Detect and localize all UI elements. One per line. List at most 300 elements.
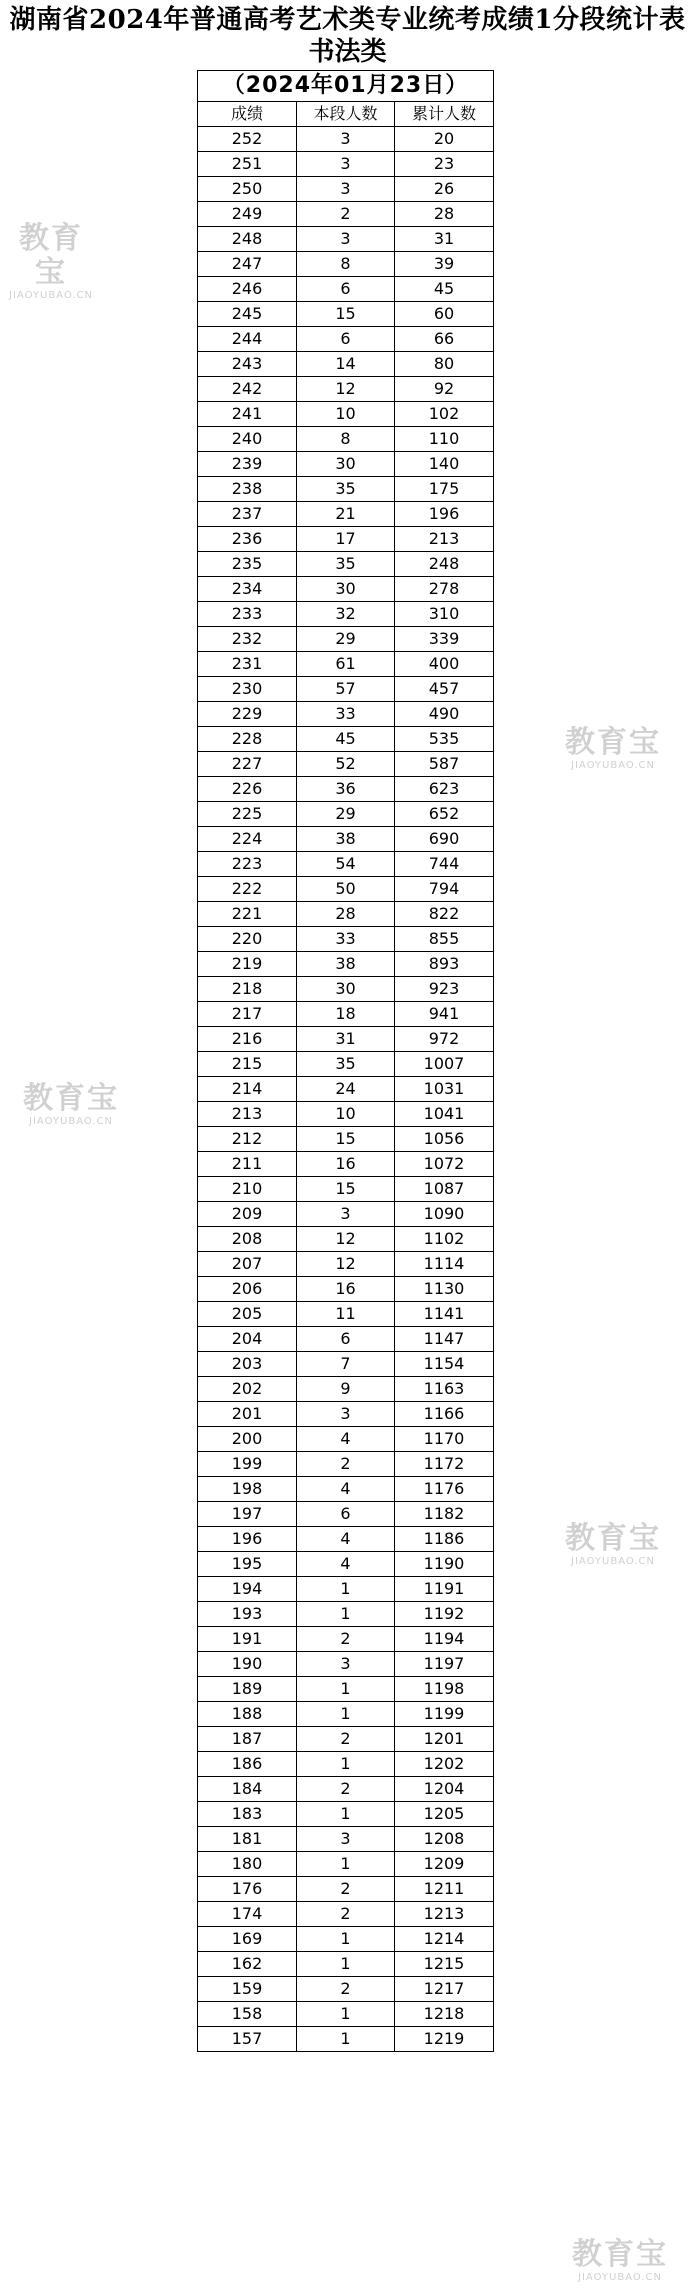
cumulative-count-cell: 1007 [395,1052,494,1077]
cumulative-count-cell: 1199 [395,1702,494,1727]
cumulative-count-cell: 1219 [395,2027,494,2052]
score-cell: 157 [198,2027,297,2052]
table-row [198,1152,494,1177]
cumulative-count-cell: 1141 [395,1302,494,1327]
segment-count-cell: 12 [297,1227,395,1252]
segment-count-cell: 1 [297,1602,395,1627]
segment-count-cell: 15 [297,1127,395,1152]
cumulative-count-cell: 1056 [395,1127,494,1152]
table-row [198,1902,494,1927]
table-row [198,227,494,252]
score-cell: 176 [198,1877,297,1902]
score-cell: 186 [198,1752,297,1777]
cumulative-count-cell: 1072 [395,1152,494,1177]
score-cell: 224 [198,827,297,852]
segment-count-cell: 8 [297,252,395,277]
cumulative-count-cell: 196 [395,502,494,527]
cumulative-count-cell: 1031 [395,1077,494,1102]
score-cell: 199 [198,1452,297,1477]
segment-count-cell: 30 [297,977,395,1002]
segment-count-cell: 1 [297,1702,395,1727]
score-cell: 233 [198,602,297,627]
score-cell: 248 [198,227,297,252]
cumulative-count-cell: 28 [395,202,494,227]
table-row [198,802,494,827]
table-row [198,502,494,527]
score-cell: 229 [198,702,297,727]
score-cell: 169 [198,1927,297,1952]
cumulative-count-cell: 1172 [395,1452,494,1477]
score-cell: 222 [198,877,297,902]
table-row [198,1052,494,1077]
cumulative-count-cell: 1186 [395,1527,494,1552]
segment-count-cell: 31 [297,1027,395,1052]
segment-count-cell: 33 [297,927,395,952]
segment-count-cell: 6 [297,1502,395,1527]
score-cell: 252 [198,127,297,152]
cumulative-count-cell: 1176 [395,1477,494,1502]
segment-count-cell: 10 [297,402,395,427]
score-cell: 196 [198,1527,297,1552]
table-row [198,1177,494,1202]
score-cell: 193 [198,1602,297,1627]
score-cell: 221 [198,902,297,927]
segment-count-cell: 18 [297,1002,395,1027]
score-cell: 201 [198,1402,297,1427]
cumulative-count-cell: 1041 [395,1102,494,1127]
segment-count-cell: 9 [297,1377,395,1402]
cumulative-count-cell: 744 [395,852,494,877]
table-row [198,1852,494,1877]
score-cell: 190 [198,1652,297,1677]
score-cell: 209 [198,1202,297,1227]
segment-count-cell: 8 [297,427,395,452]
cumulative-count-cell: 23 [395,152,494,177]
table-row [198,1977,494,2002]
cumulative-count-cell: 1213 [395,1902,494,1927]
watermark-logo: 教育宝 [23,1081,119,1116]
segment-count-cell: 4 [297,1552,395,1577]
segment-count-cell: 6 [297,277,395,302]
cumulative-count-cell: 855 [395,927,494,952]
segment-count-cell: 16 [297,1152,395,1177]
segment-count-cell: 4 [297,1477,395,1502]
segment-count-cell: 1 [297,1577,395,1602]
cumulative-count-cell: 102 [395,402,494,427]
score-cell: 200 [198,1427,297,1452]
table-row [198,1352,494,1377]
table-row [198,252,494,277]
watermark-left-2 [6,1082,136,1128]
header-row [198,102,494,127]
score-cell: 212 [198,1127,297,1152]
cumulative-count-cell: 1114 [395,1252,494,1277]
table-row [198,977,494,1002]
cumulative-count-cell: 66 [395,327,494,352]
cumulative-count-cell: 535 [395,727,494,752]
cumulative-count-cell: 1197 [395,1652,494,1677]
segment-count-cell: 1 [297,1927,395,1952]
cumulative-count-cell: 690 [395,827,494,852]
score-cell: 159 [198,1977,297,2002]
table-row [198,302,494,327]
score-cell: 218 [198,977,297,1002]
score-cell: 234 [198,577,297,602]
table-row [198,1202,494,1227]
cumulative-count-cell: 1201 [395,1727,494,1752]
table-row [198,1027,494,1052]
cumulative-count-cell: 1217 [395,1977,494,2002]
cumulative-count-cell: 1211 [395,1877,494,1902]
segment-count-cell: 3 [297,1202,395,1227]
score-cell: 243 [198,352,297,377]
cumulative-count-cell: 1190 [395,1552,494,1577]
score-cell: 219 [198,952,297,977]
cumulative-count-cell: 339 [395,627,494,652]
score-cell: 211 [198,1152,297,1177]
score-cell: 227 [198,752,297,777]
date-cell: （2024年01月23日） [198,71,494,102]
score-cell: 225 [198,802,297,827]
cumulative-count-cell: 1208 [395,1827,494,1852]
score-cell: 231 [198,652,297,677]
table-row [198,1702,494,1727]
segment-count-cell: 3 [297,1827,395,1852]
segment-count-cell: 1 [297,2027,395,2052]
segment-count-cell: 1 [297,1752,395,1777]
score-cell: 246 [198,277,297,302]
segment-count-cell: 30 [297,577,395,602]
header-cumulative-count: 累计人数 [395,102,494,127]
header-segment-count: 本段人数 [297,102,395,127]
cumulative-count-cell: 1214 [395,1927,494,1952]
segment-count-cell: 3 [297,127,395,152]
segment-count-cell: 2 [297,1902,395,1927]
score-cell: 184 [198,1777,297,1802]
segment-count-cell: 14 [297,352,395,377]
cumulative-count-cell: 39 [395,252,494,277]
cumulative-count-cell: 893 [395,952,494,977]
table-row [198,1652,494,1677]
header-score: 成绩 [198,102,297,127]
table-row [198,1377,494,1402]
table-row [198,852,494,877]
score-cell: 247 [198,252,297,277]
score-cell: 205 [198,1302,297,1327]
score-cell: 226 [198,777,297,802]
watermark-domain: JIAOYUBAO.CN [571,1556,655,1567]
cumulative-count-cell: 1147 [395,1327,494,1352]
cumulative-count-cell: 1087 [395,1177,494,1202]
watermark-logo: 教育宝 [565,725,661,760]
cumulative-count-cell: 1090 [395,1202,494,1227]
cumulative-count-cell: 1218 [395,2002,494,2027]
table-row [198,1452,494,1477]
table-row [198,1777,494,1802]
cumulative-count-cell: 1163 [395,1377,494,1402]
segment-count-cell: 17 [297,527,395,552]
segment-count-cell: 33 [297,702,395,727]
cumulative-count-cell: 941 [395,1002,494,1027]
segment-count-cell: 54 [297,852,395,877]
table-row [198,1252,494,1277]
cumulative-count-cell: 20 [395,127,494,152]
table-row [198,477,494,502]
watermark-logo: 教育宝 [19,221,83,290]
segment-count-cell: 61 [297,652,395,677]
table-row [198,1227,494,1252]
cumulative-count-cell: 1215 [395,1952,494,1977]
table-row [198,777,494,802]
score-cell: 236 [198,527,297,552]
table-row [198,1327,494,1352]
score-cell: 249 [198,202,297,227]
cumulative-count-cell: 1191 [395,1577,494,1602]
cumulative-count-cell: 1170 [395,1427,494,1452]
score-cell: 250 [198,177,297,202]
segment-count-cell: 1 [297,2002,395,2027]
table-row [198,1402,494,1427]
watermark-left-1 [6,222,96,302]
segment-count-cell: 29 [297,802,395,827]
segment-count-cell: 2 [297,1627,395,1652]
score-cell: 235 [198,552,297,577]
table-row [198,177,494,202]
table-row [198,1277,494,1302]
score-cell: 207 [198,1252,297,1277]
segment-count-cell: 3 [297,177,395,202]
cumulative-count-cell: 310 [395,602,494,627]
score-cell: 187 [198,1727,297,1752]
table-row [198,1502,494,1527]
table-row [198,1627,494,1652]
score-cell: 189 [198,1677,297,1702]
score-cell: 215 [198,1052,297,1077]
table-row [198,452,494,477]
table-row [198,1302,494,1327]
table-row [198,1477,494,1502]
cumulative-count-cell: 1182 [395,1502,494,1527]
score-cell: 208 [198,1227,297,1252]
score-cell: 206 [198,1277,297,1302]
cumulative-count-cell: 1204 [395,1777,494,1802]
segment-count-cell: 21 [297,502,395,527]
score-cell: 214 [198,1077,297,1102]
table-row [198,2027,494,2052]
segment-count-cell: 30 [297,452,395,477]
segment-count-cell: 35 [297,1052,395,1077]
score-cell: 198 [198,1477,297,1502]
table-row [198,1752,494,1777]
cumulative-count-cell: 1202 [395,1752,494,1777]
score-cell: 220 [198,927,297,952]
table-row [198,1727,494,1752]
segment-count-cell: 1 [297,1802,395,1827]
score-cell: 240 [198,427,297,452]
segment-count-cell: 2 [297,1452,395,1477]
table-row [198,527,494,552]
score-cell: 251 [198,152,297,177]
cumulative-count-cell: 248 [395,552,494,577]
table-row [198,1952,494,1977]
segment-count-cell: 2 [297,1877,395,1902]
table-row [198,377,494,402]
segment-count-cell: 1 [297,1952,395,1977]
segment-count-cell: 11 [297,1302,395,1327]
score-cell: 213 [198,1102,297,1127]
segment-count-cell: 3 [297,152,395,177]
table-row [198,827,494,852]
watermark-domain: JIAOYUBAO.CN [578,2272,662,2283]
table-row [198,952,494,977]
table-row [198,1827,494,1852]
cumulative-count-cell: 587 [395,752,494,777]
watermark-domain: JIAOYUBAO.CN [29,1116,113,1127]
cumulative-count-cell: 1130 [395,1277,494,1302]
table-row [198,552,494,577]
cumulative-count-cell: 652 [395,802,494,827]
score-cell: 230 [198,677,297,702]
segment-count-cell: 15 [297,302,395,327]
segment-count-cell: 12 [297,1252,395,1277]
table-row [198,1527,494,1552]
segment-count-cell: 6 [297,1327,395,1352]
score-cell: 245 [198,302,297,327]
watermark-domain: JIAOYUBAO.CN [9,290,93,301]
score-cell: 191 [198,1627,297,1652]
score-cell: 228 [198,727,297,752]
table-row [198,152,494,177]
segment-count-cell: 3 [297,1402,395,1427]
watermark-right-1 [548,726,678,772]
segment-count-cell: 24 [297,1077,395,1102]
table-row [198,752,494,777]
score-cell: 210 [198,1177,297,1202]
table-row [198,1427,494,1452]
table-row [198,1802,494,1827]
cumulative-count-cell: 1209 [395,1852,494,1877]
table-row [198,402,494,427]
cumulative-count-cell: 1198 [395,1677,494,1702]
table-row [198,352,494,377]
cumulative-count-cell: 457 [395,677,494,702]
score-cell: 174 [198,1902,297,1927]
segment-count-cell: 50 [297,877,395,902]
segment-count-cell: 2 [297,1977,395,2002]
cumulative-count-cell: 1166 [395,1402,494,1427]
segment-count-cell: 35 [297,552,395,577]
cumulative-count-cell: 1154 [395,1352,494,1377]
document-title: 湖南省2024年普通高考艺术类专业统考成绩1分段统计表 [9,5,686,35]
score-cell: 194 [198,1577,297,1602]
cumulative-count-cell: 213 [395,527,494,552]
score-cell: 223 [198,852,297,877]
table-row [198,1877,494,1902]
segment-count-cell: 2 [297,1777,395,1802]
score-cell: 195 [198,1552,297,1577]
table-row [198,327,494,352]
table-row [198,902,494,927]
table-row [198,202,494,227]
cumulative-count-cell: 26 [395,177,494,202]
cumulative-count-cell: 822 [395,902,494,927]
watermark-logo: 教育宝 [565,1521,661,1556]
cumulative-count-cell: 92 [395,377,494,402]
cumulative-count-cell: 972 [395,1027,494,1052]
score-cell: 204 [198,1327,297,1352]
table-row [198,702,494,727]
score-cell: 241 [198,402,297,427]
table-row [198,1077,494,1102]
cumulative-count-cell: 923 [395,977,494,1002]
cumulative-count-cell: 45 [395,277,494,302]
segment-count-cell: 6 [297,327,395,352]
score-cell: 202 [198,1377,297,1402]
segment-count-cell: 10 [297,1102,395,1127]
watermark-right-2 [548,1522,678,1568]
cumulative-count-cell: 400 [395,652,494,677]
table-row [198,652,494,677]
segment-count-cell: 7 [297,1352,395,1377]
table-row [198,727,494,752]
cumulative-count-cell: 1205 [395,1802,494,1827]
score-cell: 162 [198,1952,297,1977]
cumulative-count-cell: 140 [395,452,494,477]
table-row [198,277,494,302]
score-cell: 180 [198,1852,297,1877]
score-cell: 188 [198,1702,297,1727]
score-distribution-table [197,70,494,2052]
segment-count-cell: 36 [297,777,395,802]
table-row [198,602,494,627]
score-cell: 158 [198,2002,297,2027]
segment-count-cell: 15 [297,1177,395,1202]
table-row [198,1127,494,1152]
score-cell: 239 [198,452,297,477]
segment-count-cell: 29 [297,627,395,652]
segment-count-cell: 2 [297,202,395,227]
score-cell: 242 [198,377,297,402]
cumulative-count-cell: 60 [395,302,494,327]
table-row [198,877,494,902]
table-row [198,1552,494,1577]
segment-count-cell: 4 [297,1427,395,1452]
table-row [198,1677,494,1702]
cumulative-count-cell: 278 [395,577,494,602]
segment-count-cell: 4 [297,1527,395,1552]
table-row [198,927,494,952]
table-row [198,677,494,702]
cumulative-count-cell: 490 [395,702,494,727]
document-subtitle: 书法类 [308,37,387,67]
segment-count-cell: 1 [297,1852,395,1877]
segment-count-cell: 12 [297,377,395,402]
cumulative-count-cell: 31 [395,227,494,252]
segment-count-cell: 45 [297,727,395,752]
segment-count-cell: 2 [297,1727,395,1752]
cumulative-count-cell: 623 [395,777,494,802]
table-row [198,1102,494,1127]
table-row [198,1577,494,1602]
score-cell: 237 [198,502,297,527]
table-row [198,427,494,452]
segment-count-cell: 3 [297,1652,395,1677]
cumulative-count-cell: 110 [395,427,494,452]
score-cell: 181 [198,1827,297,1852]
cumulative-count-cell: 794 [395,877,494,902]
watermark-logo: 教育宝 [572,2237,668,2272]
cumulative-count-cell: 1194 [395,1627,494,1652]
